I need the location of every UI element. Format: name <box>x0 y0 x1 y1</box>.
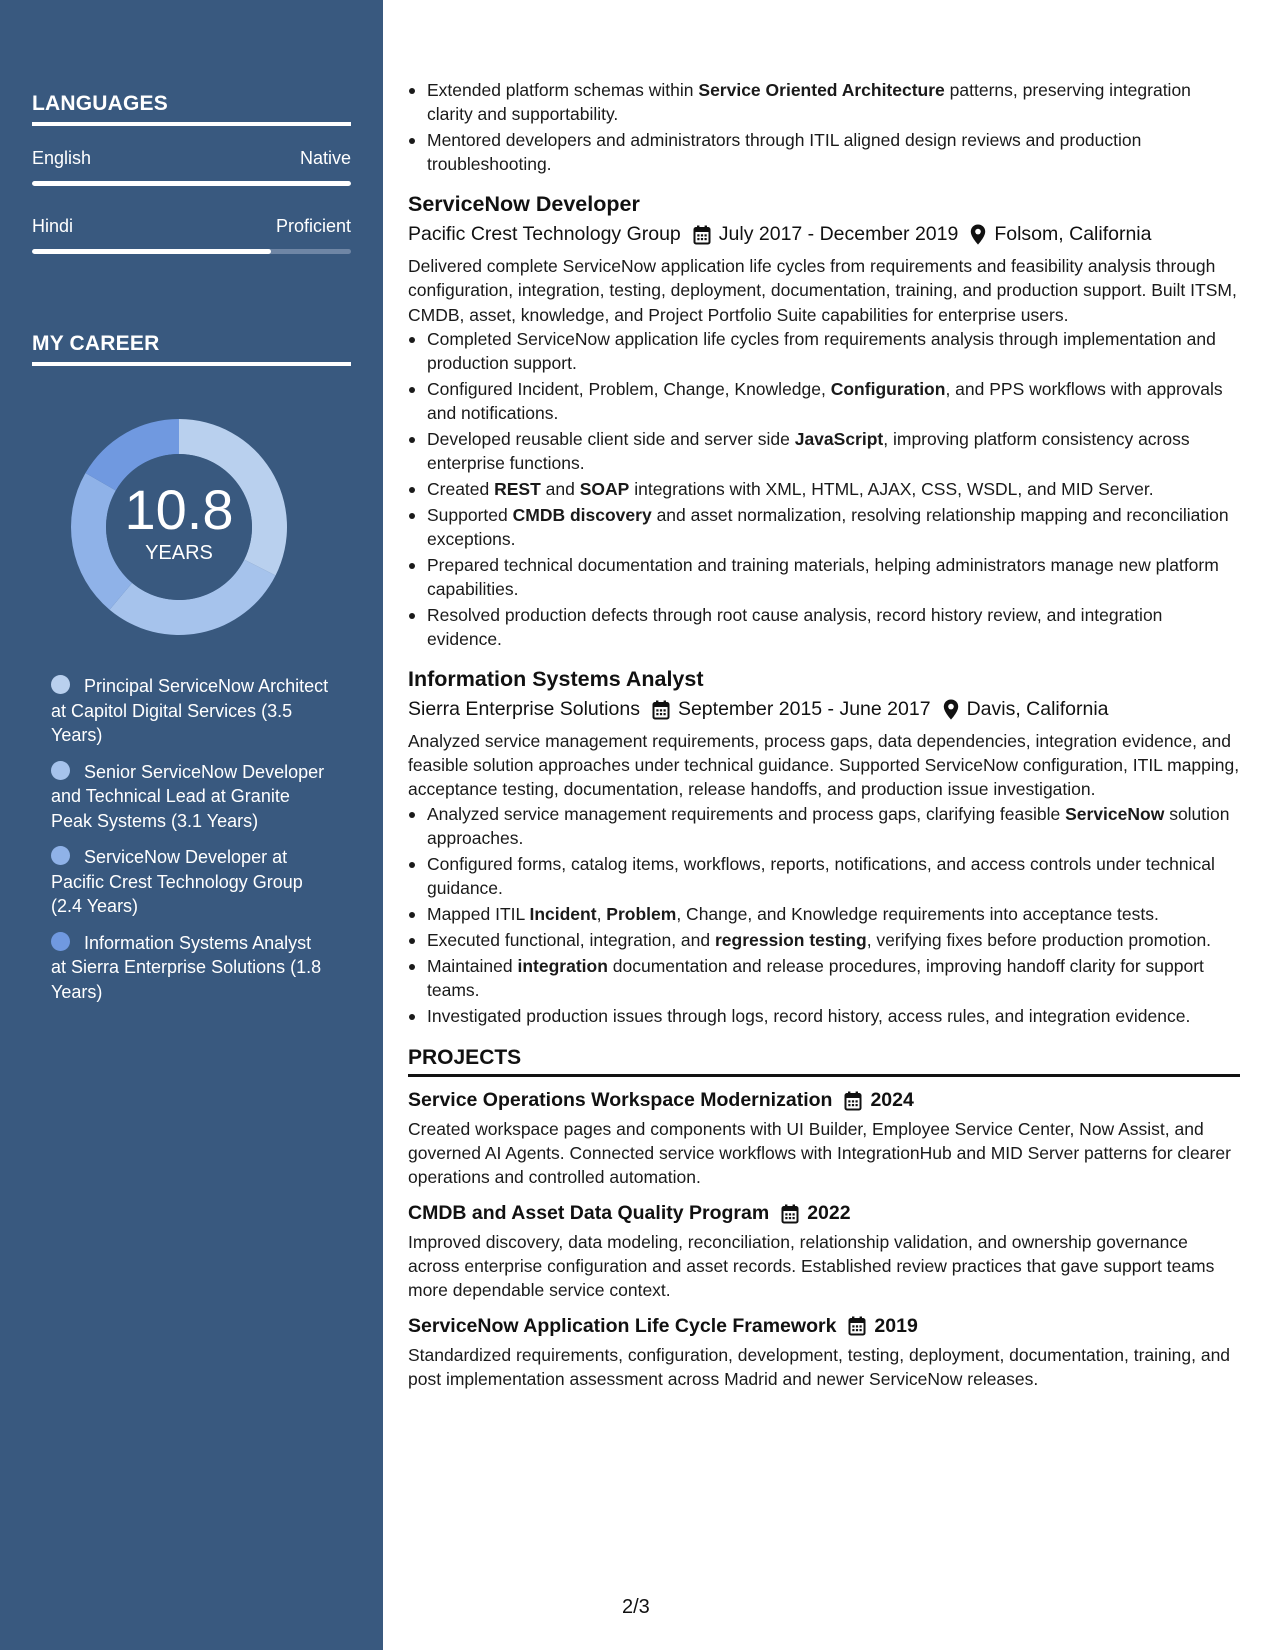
language-name: English <box>32 148 92 168</box>
career-item <box>51 845 331 919</box>
project-title: Service Operations Workspace Modernization <box>408 1088 833 1111</box>
job-dates: September 2015 - June 2017 <box>677 697 931 720</box>
project-title: ServiceNow Application Life Cycle Framework <box>408 1314 837 1337</box>
bullet-item <box>408 128 1240 176</box>
language-level: Proficient <box>275 216 351 236</box>
languages-section <box>32 92 351 254</box>
career-heading: MY CAREER <box>32 332 351 366</box>
bullet-text: , <box>596 903 607 924</box>
language-row <box>32 216 351 237</box>
bullet-item <box>408 852 1240 900</box>
bullet-text: Created <box>427 478 495 499</box>
language-proficiency-fill <box>32 249 271 254</box>
bullet-text: Prepared technical documentation and training materials, helping administrators manage new platform capabilities. <box>427 554 1219 599</box>
page-number: 2/3 <box>622 1596 650 1618</box>
bullet-text: Maintained <box>427 955 518 976</box>
job-company: Sierra Enterprise Solutions <box>408 697 640 720</box>
career-item <box>51 760 331 834</box>
bullet-emphasis: regression testing <box>714 929 867 950</box>
career-item-text: ServiceNow Developer at Pacific Crest Technology Group (2.4 Years) <box>51 847 303 916</box>
career-color-dot <box>51 932 70 951</box>
career-item-text: Information Systems Analyst at Sierra Enterprise Solutions (1.8 Years) <box>51 932 322 1002</box>
bullet-item <box>408 377 1240 425</box>
bullet-text: Executed functional, integration, and <box>427 929 715 950</box>
languages-list <box>32 148 351 254</box>
bullet-text: Configured forms, catalog items, workflows, reports, notifications, and access controls under technical guidance. <box>427 853 1215 898</box>
career-item <box>51 931 331 1005</box>
project-description: Created workspace pages and components with UI Builder, Employee Service Center, Now Assist, and governed AI Agents. Connected service workflows with IntegrationHub and MID Server patterns for clearer operations and controlled automation. <box>408 1118 1231 1188</box>
project-year: 2024 <box>870 1088 914 1111</box>
job-meta <box>408 695 1240 723</box>
bullet-emphasis: ServiceNow <box>1065 803 1165 824</box>
bullet-item <box>408 78 1240 126</box>
project-title-row <box>408 1200 1240 1226</box>
project-entry <box>408 1313 1240 1392</box>
language-level: Native <box>299 148 351 168</box>
bullet-item <box>408 553 1240 601</box>
bullet-text: Investigated production issues through logs, record history, access rules, and integration evidence. <box>427 1005 1191 1026</box>
bullet-text: , and PPS workflows with approvals and notifications. <box>427 378 1223 423</box>
bullet-emphasis: REST <box>494 478 541 499</box>
location-pin-icon <box>970 220 994 248</box>
main-content <box>408 78 1240 1393</box>
bullet-emphasis: Incident <box>529 903 597 924</box>
calendar-icon <box>848 1313 874 1339</box>
bullet-item <box>408 1004 1240 1028</box>
bullet-text: Mapped ITIL <box>427 903 530 924</box>
bullet-item <box>408 954 1240 1002</box>
bullet-text: Supported <box>427 504 513 525</box>
bullet-item <box>408 477 1240 501</box>
job-entry <box>408 190 1240 651</box>
bullet-item <box>408 802 1240 850</box>
continued-bullets <box>408 78 1240 176</box>
bullet-emphasis: Configuration <box>830 378 946 399</box>
bullet-text: and asset normalization, resolving relationship mapping and reconciliation exceptions. <box>427 504 1229 549</box>
bullet-item <box>408 503 1240 551</box>
bullet-text: Analyzed service management requirements and process gaps, clarifying feasible <box>427 803 1066 824</box>
bullet-text: Developed reusable client side and server side <box>427 428 795 449</box>
bullet-text: , Change, and Knowledge requirements into acceptance tests. <box>676 903 1159 924</box>
bullet-emphasis: integration <box>517 955 608 976</box>
bullet-emphasis: JavaScript <box>794 428 884 449</box>
bullet-text: solution approaches. <box>427 803 1230 848</box>
languages-heading: LANGUAGES <box>32 92 351 126</box>
bullet-text: documentation and release procedures, improving handoff clarity for support teams. <box>427 955 1204 1000</box>
project-year: 2019 <box>874 1314 918 1337</box>
career-color-dot <box>51 675 70 694</box>
career-color-dot <box>51 761 70 780</box>
bullet-text: Mentored developers and administrators through ITIL aligned design reviews and production troubleshooting. <box>427 130 1142 174</box>
bullet-item <box>408 427 1240 475</box>
projects-heading: PROJECTS <box>408 1046 1240 1077</box>
job-bullets <box>408 802 1240 1028</box>
bullet-emphasis: Service Oriented Architecture <box>698 80 945 100</box>
career-item-text: Principal ServiceNow Architect at Capitol Digital Services (3.5 Years) <box>51 676 329 745</box>
language-row <box>32 148 351 169</box>
bullet-item <box>408 603 1240 651</box>
career-item-text: Senior ServiceNow Developer and Technical Lead at Granite Peak Systems (3.1 Years) <box>51 761 325 831</box>
job-bullets <box>408 327 1240 651</box>
bullet-item <box>408 902 1240 926</box>
career-total <box>66 414 292 640</box>
project-year: 2022 <box>807 1201 851 1224</box>
career-total-unit: YEARS <box>145 541 213 564</box>
career-item <box>51 674 331 748</box>
project-entry <box>408 1200 1240 1303</box>
calendar-icon <box>781 1200 807 1226</box>
language-proficiency-bar <box>32 249 351 254</box>
sidebar <box>0 0 383 1650</box>
bullet-emphasis: CMDB discovery <box>512 504 652 525</box>
job-meta <box>408 220 1240 248</box>
job-location: Folsom, California <box>994 223 1152 245</box>
career-section <box>32 332 351 366</box>
language-name: Hindi <box>32 216 74 236</box>
job-title: Information Systems Analyst <box>408 666 704 691</box>
calendar-icon <box>693 220 719 248</box>
career-donut-chart <box>66 414 292 640</box>
bullet-emphasis: SOAP <box>579 478 630 499</box>
calendar-icon <box>844 1087 870 1113</box>
job-dates: July 2017 - December 2019 <box>718 223 959 245</box>
job-location: Davis, California <box>966 697 1109 720</box>
location-pin-icon <box>943 695 967 723</box>
bullet-item <box>408 928 1240 952</box>
bullet-text: Configured Incident, Problem, Change, Knowledge, <box>427 378 831 399</box>
career-total-value: 10.8 <box>124 477 234 541</box>
project-description: Standardized requirements, configuration, development, testing, deployment, documentation, training, and post implementation assessment across Madrid and newer ServiceNow releases. <box>408 1344 1231 1389</box>
bullet-text: patterns, preserving integration clarity and supportability. <box>427 80 1191 124</box>
career-color-dot <box>51 846 70 865</box>
experience-list <box>408 190 1240 1028</box>
project-title-row <box>408 1313 1240 1339</box>
project-description: Improved discovery, data modeling, reconciliation, relationship validation, and ownership governance across enterprise configuration and asset records. Established review practices that gave support teams more dependable service context. <box>408 1231 1215 1301</box>
job-summary: Delivered complete ServiceNow application life cycles from requirements and feasibility analysis through configuration, integration, testing, deployment, documentation, training, and production support. Built ITSM, CMDB, asset, knowledge, and Project Portfolio Suite capabilities for enterprise users. <box>408 256 1237 325</box>
language-proficiency-fill <box>32 181 351 186</box>
bullet-text: Resolved production defects through root cause analysis, record history review, and integration evidence. <box>427 604 1163 649</box>
job-summary: Analyzed service management requirements, process gaps, data dependencies, integration evidence, and feasible solution approaches under technical guidance. Supported ServiceNow configuration, ITIL mapping, acceptance testing, documentation, release handoffs, and production issue investigation. <box>408 730 1240 800</box>
bullet-text: , improving platform consistency across enterprise functions. <box>427 428 1190 473</box>
job-company: Pacific Crest Technology Group <box>408 223 681 245</box>
calendar-icon <box>652 695 678 723</box>
bullet-text: Completed ServiceNow application life cycles from requirements analysis through implementation and production support. <box>427 328 1216 373</box>
bullet-text: , verifying fixes before production promotion. <box>866 929 1212 950</box>
bullet-text: and <box>540 478 580 499</box>
bullet-text: Extended platform schemas within <box>427 80 699 100</box>
bullet-item <box>408 327 1240 375</box>
project-entry <box>408 1087 1240 1190</box>
language-proficiency-bar <box>32 181 351 186</box>
bullet-text: integrations with XML, HTML, AJAX, CSS, WSDL, and MID Server. <box>629 478 1154 499</box>
projects-list <box>408 1087 1240 1391</box>
project-title: CMDB and Asset Data Quality Program <box>408 1201 770 1224</box>
bullet-emphasis: Problem <box>606 903 677 924</box>
job-title: ServiceNow Developer <box>408 192 640 216</box>
job-entry <box>408 665 1240 1028</box>
career-legend <box>51 674 331 1016</box>
project-title-row <box>408 1087 1240 1113</box>
